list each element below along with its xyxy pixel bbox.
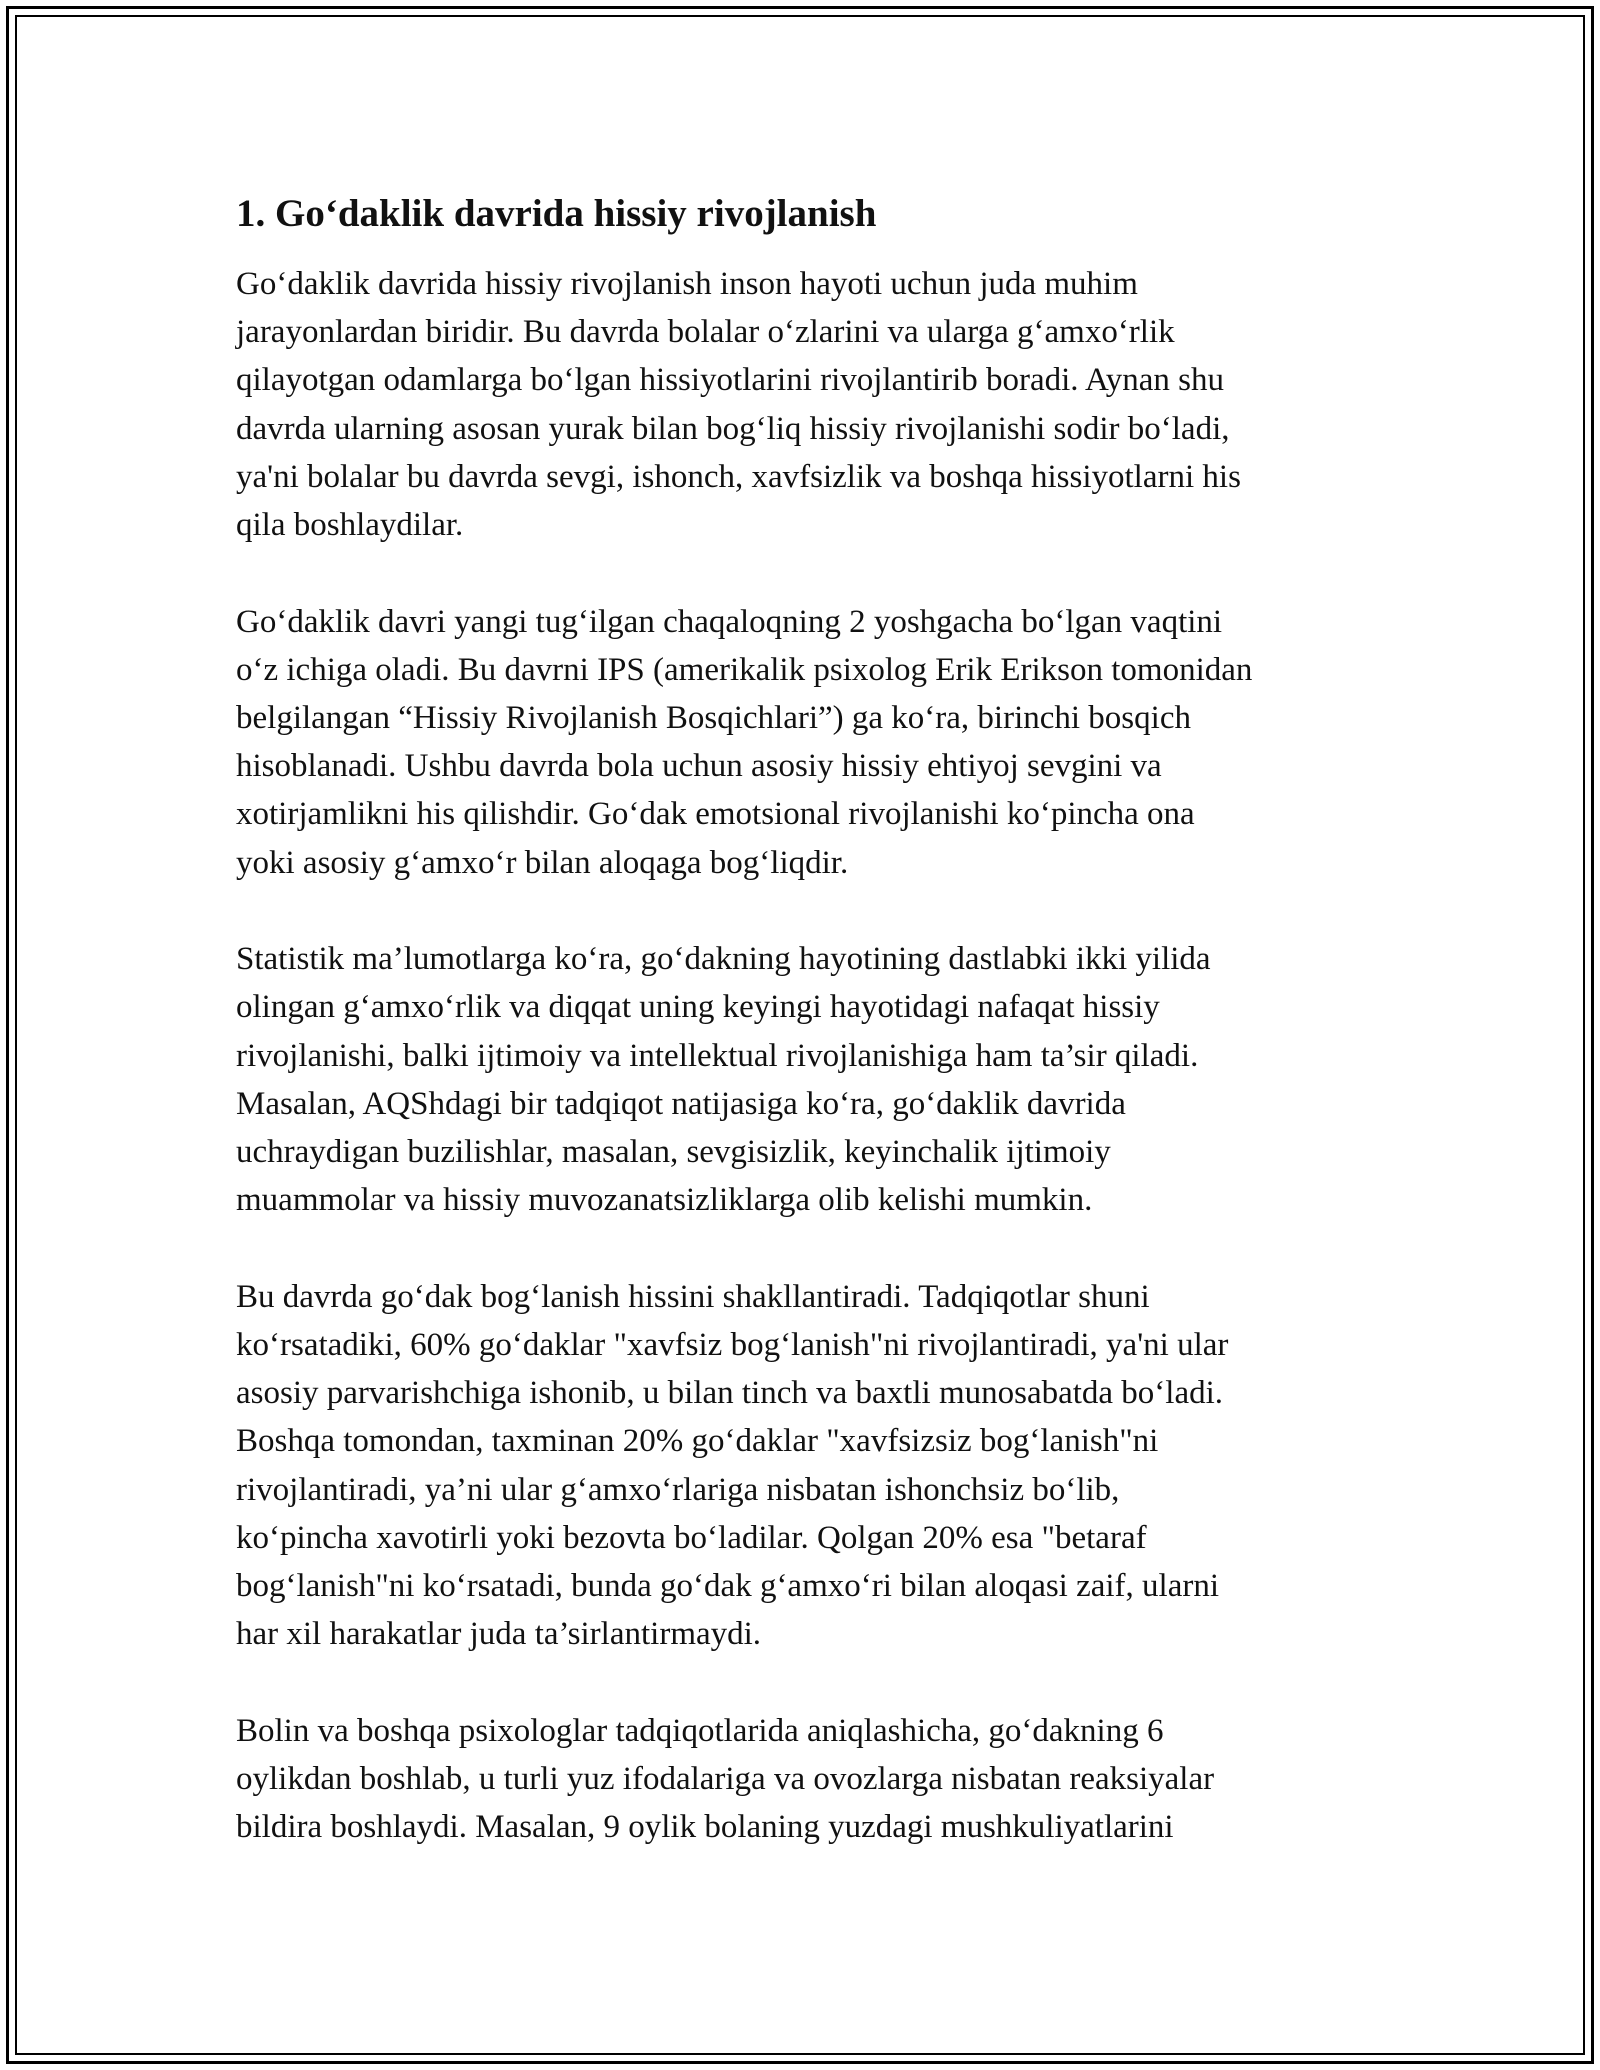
- section-heading: 1. Go‘daklik davrida hissiy rivojlanish: [236, 192, 877, 235]
- paragraph-2: Go‘daklik davri yangi tug‘ilgan chaqaloqning 2 yoshgacha bo‘lgan vaqtini o‘z ichiga oladi. Bu davrni IPS (amerikalik psixolog Erik Erikson tomonidan belgilangan “Hissiy Rivojlanish Bosqichlari”) ga ko‘ra, birinchi bosqich hisoblanadi. Ushbu davrda bola uchun asosiy hissiy ehtiyoj sevgini va xotirjamlikni his qilishdir. Go‘dak emotsional rivojlanishi ko‘pincha ona yoki asosiy g‘amxo‘r bilan aloqaga bog‘liqdir.: [236, 603, 1253, 881]
- paragraph-1: Go‘daklik davrida hissiy rivojlanish inson hayoti uchun juda muhim jarayonlardan biridir. Bu davrda bolalar o‘zlarini va ularga g‘amxo‘rlik qilayotgan odamlarga bo‘lgan hissiyotlarini rivojlantirib boradi. Aynan shu davrda ularning asosan yurak bilan bog‘liq hissiy rivojlanishi sodir bo‘ladi, ya'ni bolalar bu davrda sevgi, ishonch, xavfsizlik va boshqa hissiyotlarni his qila boshlaydilar.: [236, 266, 1241, 544]
- paragraph-5: Bolin va boshqa psixologlar tadqiqotlarida aniqlashicha, go‘dakning 6 oylikdan boshlab, u turli yuz ifodalariga va ovozlarga nisbatan reaksiyalar bildira boshlaydi. Masalan, 9 oylik bolaning yuzdagi mushkuliyatlarini: [236, 1712, 1215, 1846]
- paragraph-4: Bu davrda go‘dak bog‘lanish hissini shakllantiradi. Tadqiqotlar shuni ko‘rsatadiki, 60% go‘daklar "xavfsiz bog‘lanish"ni rivojlantiradi, ya'ni ular asosiy parvarishchiga ishonib, u bilan tinch va baxtli munosabatda bo‘ladi. Boshqa tomondan, taxminan 20% go‘daklar "xavfsizsiz bog‘lanish"ni rivojlantiradi, ya’ni ular g‘amxo‘rlariga nisbatan ishonchsiz bo‘lib, ko‘pincha xavotirli yoki bezovta bo‘ladilar. Qolgan 20% esa "betaraf bog‘lanish"ni ko‘rsatadi, bunda go‘dak g‘amxo‘ri bilan aloqasi zaif, ularni har xil harakatlar juda ta’sirlantirmaydi.: [236, 1278, 1229, 1653]
- paragraph-3: Statistik ma’lumotlarga ko‘ra, go‘dakning hayotining dastlabki ikki yilida olingan g‘amxo‘rlik va diqqat uning keyingi hayotidagi nafaqat hissiy rivojlanishi, balki ijtimoiy va intellektual rivojlanishiga ham ta’sir qiladi. Masalan, AQShdagi bir tadqiqot natijasiga ko‘ra, go‘daklik davrida uchraydigan buzilishlar, masalan, sevgisizlik, keyinchalik ijtimoiy muammolar va hissiy muvozanatsizliklarga olib kelishi mumkin.: [236, 941, 1211, 1219]
- document-body: [236, 186, 1386, 1900]
